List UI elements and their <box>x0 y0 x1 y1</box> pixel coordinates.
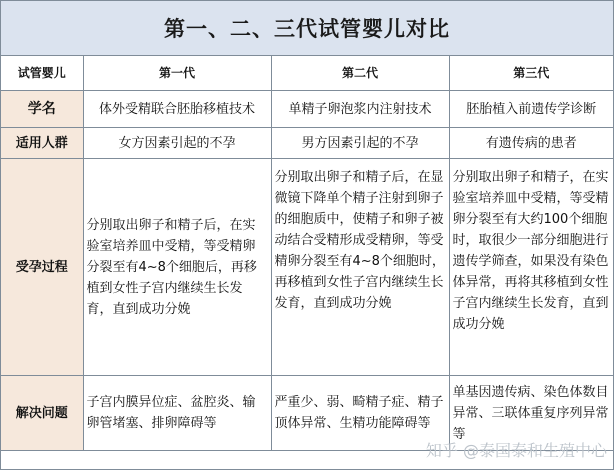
cell-process-gen1: 分别取出卵子和精子后，在实验室培养皿中受精，等受精卵分裂至有4~8个细胞后，再移植到女性子宫内继续生长发育，直到成功分娩 <box>83 159 271 376</box>
row-label-solves: 解决问题 <box>1 376 83 451</box>
cell-name-gen2: 单精子卵泡浆内注射技术 <box>271 91 449 128</box>
comparison-grid <box>1 56 613 451</box>
row-label-applicable: 适用人群 <box>1 128 83 159</box>
row-label-name: 学名 <box>1 91 83 128</box>
row-applicable <box>1 128 613 159</box>
row-process <box>1 159 613 376</box>
watermark: 知乎 @泰国泰和生殖中心 <box>425 441 607 460</box>
header-row <box>1 56 613 91</box>
header-gen3: 第三代 <box>449 56 613 91</box>
cell-solves-gen3: 单基因遗传病、染色体数目异常、三联体重复序列异常等 <box>449 376 613 451</box>
cell-solves-gen2: 严重少、弱、畸精子症、精子顶体异常、生精功能障碍等 <box>271 376 449 451</box>
header-gen1: 第一代 <box>83 56 271 91</box>
cell-name-gen3: 胚胎植入前遗传学诊断 <box>449 91 613 128</box>
header-label: 试管婴儿 <box>1 56 83 91</box>
cell-solves-gen1: 子宫内膜异位症、盆腔炎、输卵管堵塞、排卵障碍等 <box>83 376 271 451</box>
cell-applicable-gen2: 男方因素引起的不孕 <box>271 128 449 159</box>
header-gen2: 第二代 <box>271 56 449 91</box>
cell-applicable-gen1: 女方因素引起的不孕 <box>83 128 271 159</box>
row-label-process: 受孕过程 <box>1 159 83 376</box>
cell-name-gen1: 体外受精联合胚胎移植技术 <box>83 91 271 128</box>
cell-applicable-gen3: 有遗传病的患者 <box>449 128 613 159</box>
row-scientific-name <box>1 91 613 128</box>
cell-process-gen3: 分别取出卵子和精子，在实验室培养皿中受精，等受精卵分裂至有大约100个细胞时，取很少一部分细胞进行遗传学筛查，如果没有染色体异常，再将其移植到女性子宫内继续生长发育，直到成功分娩 <box>449 159 613 376</box>
table-title: 第一、二、三代试管婴儿对比 <box>1 1 613 56</box>
cell-process-gen2: 分别取出卵子和精子后，在显微镜下降单个精子注射到卵子的细胞质中，使精子和卵子被动结合受精形成受精卵，等受精卵分裂至有4~8个细胞时，再移植到女性子宫内继续生长发育，直到成功分娩 <box>271 159 449 376</box>
